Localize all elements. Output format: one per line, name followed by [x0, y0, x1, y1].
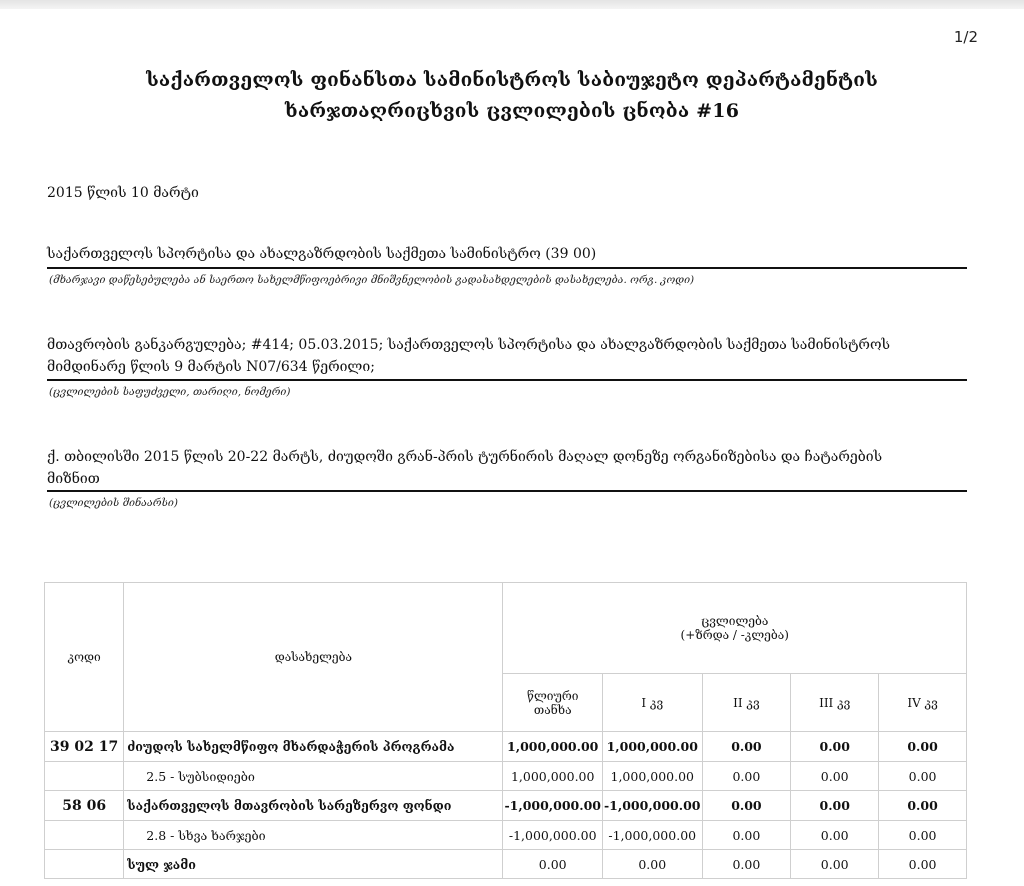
row-q2: 0.00: [702, 821, 791, 850]
basis-rule: [47, 379, 967, 381]
row-q2: 0.00: [702, 732, 791, 762]
document-title-line2: ხარჯთაღრიცხვის ცვლილების ცნობა #16: [284, 100, 740, 122]
header-annual-line2: თანხა: [533, 702, 572, 717]
row-annual: 1,000,000.00: [503, 762, 603, 791]
page-number: 1/2: [953, 28, 978, 46]
row-q4: 0.00: [879, 732, 967, 762]
budget-change-table: [44, 582, 967, 879]
row-code: 58 06: [45, 791, 124, 821]
row-annual: 1,000,000.00: [503, 732, 603, 762]
row-q1: 0.00: [602, 850, 702, 879]
row-q1: 1,000,000.00: [602, 732, 702, 762]
content-line1: ქ. თბილისში 2015 წლის 20-22 მარტს, ძიუდოში გრან-პრის ტურნირის მაღალ დონეზე ორგანიზებისა და ჩატარების: [47, 449, 883, 465]
row-q4: 0.00: [879, 821, 967, 850]
table-row: [45, 821, 967, 850]
row-q2: 0.00: [702, 791, 791, 821]
table-row: [45, 762, 967, 791]
basis-line2: მიმდინარე წლის 9 მარტის N07/634 წერილი;: [47, 359, 375, 375]
row-name: ძიუდოს სახელმწიფო მხარდაჭერის პროგრამა: [124, 732, 503, 762]
table-row: [45, 732, 967, 762]
table-row-total: [45, 850, 967, 879]
row-code: [45, 850, 124, 879]
row-code: [45, 762, 124, 791]
row-q4: 0.00: [879, 791, 967, 821]
row-q2: 0.00: [702, 762, 791, 791]
document-date: 2015 წლის 10 მარტი: [47, 185, 199, 201]
basis-line1: მთავრობის განკარგულება; #414; 05.03.2015; საქართველოს სპორტისა და ახალგაზრდობის საქმეთა სამინისტროს: [47, 337, 890, 353]
header-change-label: ცვლილება: [701, 614, 769, 628]
row-q3: 0.00: [791, 732, 879, 762]
row-annual: -1,000,000.00: [503, 791, 603, 821]
row-q1: -1,000,000.00: [602, 821, 702, 850]
row-name: საქართველოს მთავრობის სარეზერვო ფონდი: [124, 791, 503, 821]
row-q1: -1,000,000.00: [602, 791, 702, 821]
content-line2: მიზნით: [47, 471, 100, 487]
row-q2: 0.00: [702, 850, 791, 879]
content-hint: (ცვლილების შინაარსი): [49, 497, 178, 509]
row-q3: 0.00: [791, 850, 879, 879]
row-q1: 1,000,000.00: [602, 762, 702, 791]
row-q3: 0.00: [791, 762, 879, 791]
basis-value: [47, 334, 966, 378]
basis-hint: (ცვლილების საფუძველი, თარიღი, ნომერი): [49, 386, 291, 398]
row-q3: 0.00: [791, 821, 879, 850]
viewer-top-bar: [0, 0, 1024, 9]
header-name: დასახელება: [124, 583, 503, 732]
organization-value: საქართველოს სპორტისა და ახალგაზრდობის საქმეთა სამინისტრო (39 00): [47, 246, 597, 262]
document-title-line1: საქართველოს ფინანსთა სამინისტროს საბიუჯეტო დეპარტამენტის: [146, 69, 878, 91]
organization-rule: [47, 267, 967, 269]
row-name: 2.5 - სუბსიდიები: [124, 762, 503, 791]
row-q3: 0.00: [791, 791, 879, 821]
row-code: [45, 821, 124, 850]
header-change: [503, 583, 967, 674]
row-annual: -1,000,000.00: [503, 821, 603, 850]
content-value: [47, 446, 966, 490]
row-name: სულ ჯამი: [124, 850, 503, 879]
header-annual: [503, 674, 603, 732]
organization-hint: (მხარჯავი დაწესებულება ან საერთო სახელმწიფოებრივი მნიშვნელობის გადასახდელების დასახელება. ორგ. კოდი): [49, 274, 695, 286]
row-annual: 0.00: [503, 850, 603, 879]
row-q4: 0.00: [879, 762, 967, 791]
row-name: 2.8 - სხვა ხარჯები: [124, 821, 503, 850]
table-row: [45, 791, 967, 821]
header-code: კოდი: [45, 583, 124, 732]
header-change-sub: (+ზრდა / -კლება): [680, 628, 789, 642]
header-q1: I კვ: [602, 674, 702, 732]
header-q4: IV კვ: [879, 674, 967, 732]
header-annual-line1: წლიური: [526, 688, 579, 703]
row-code: 39 02 17: [45, 732, 124, 762]
header-q3: III კვ: [791, 674, 879, 732]
row-q4: 0.00: [879, 850, 967, 879]
content-rule: [47, 490, 967, 492]
header-q2: II კვ: [702, 674, 791, 732]
